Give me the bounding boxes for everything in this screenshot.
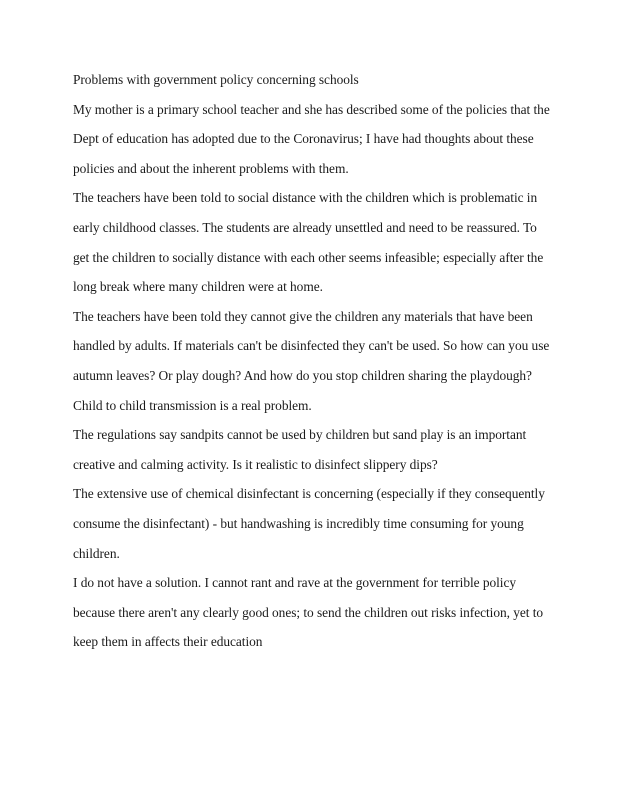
paragraph-line: consume the disinfectant) - but handwashing is incredibly time consuming for young [73,515,524,531]
paragraph-line: autumn leaves? Or play dough? And how do you stop children sharing the playdough? [73,367,532,383]
paragraph-2 [73,188,553,306]
paragraph-3 [73,307,553,425]
paragraph-line: My mother is a primary school teacher and she has described some of the policies that the [73,101,550,117]
paragraph-6 [73,573,553,662]
paragraph-line: The extensive use of chemical disinfectant is concerning (especially if they consequently [73,486,545,502]
paragraph-line: early childhood classes. The students are already unsettled and need to be reassured. To [73,219,537,235]
paragraph-line: Dept of education has adopted due to the Coronavirus; I have had thoughts about these [73,131,534,147]
paragraph-line: handled by adults. If materials can't be disinfected they can't be used. So how can you use [73,338,550,354]
paragraph-line: because there aren't any clearly good ones; to send the children out risks infection, yet to [73,604,544,620]
paragraph-line: I do not have a solution. I cannot rant and rave at the government for terrible policy [73,575,517,591]
paragraph-1 [73,100,553,189]
paragraph-4 [73,425,553,484]
paragraph-line: creative and calming activity. Is it realistic to disinfect slippery dips? [73,456,438,472]
document-body [73,70,553,662]
paragraph-line: policies and about the inherent problems with them. [73,160,349,176]
paragraph-line: The teachers have been told to social distance with the children which is problematic in [73,190,538,206]
paragraph-line: long break where many children were at home. [73,279,323,295]
paragraph-line: The regulations say sandpits cannot be used by children but sand play is an important [73,427,527,443]
paragraph-line: children. [73,545,120,561]
paragraph-line: keep them in affects their education [73,634,263,650]
paragraph-line: Child to child transmission is a real problem. [73,397,312,413]
paragraph-line: get the children to socially distance with each other seems infeasible; especially after the [73,249,544,265]
document-title: Problems with government policy concerning schools [73,72,359,87]
paragraph-5 [73,484,553,573]
paragraph-line: The teachers have been told they cannot give the children any materials that have been [73,308,533,324]
